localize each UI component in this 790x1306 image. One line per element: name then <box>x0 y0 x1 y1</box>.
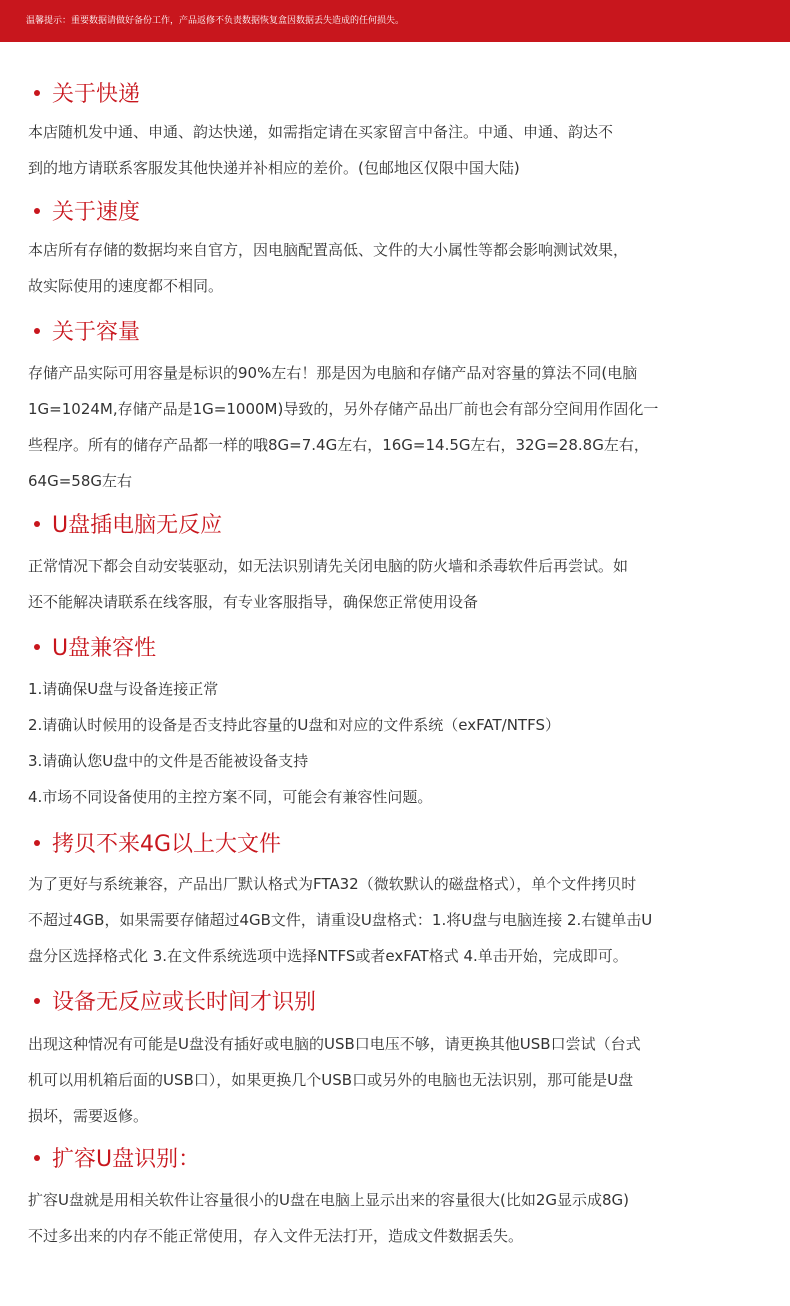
section-text-line: 正常情况下都会自动安装驱动，如无法识别请先关闭电脑的防火墙和杀毒软件后再尝试。如 <box>28 557 629 575</box>
section-heading <box>30 79 140 111</box>
section-text-line: 到的地方请联系客服发其他快递并补相应的差价。(包邮地区仅限中国大陆) <box>28 159 520 177</box>
section-text-line: 不过多出来的内存不能正常使用，存入文件无法打开，造成文件数据丢失。 <box>28 1227 524 1245</box>
bullet-icon <box>34 840 40 846</box>
section-text-line: 为了更好与系统兼容，产品出厂默认格式为FTA32（微软默认的磁盘格式），单个文件拷贝时 <box>28 875 637 893</box>
bullet-icon <box>34 1155 40 1161</box>
section-title: U盘插电脑无反应 <box>52 513 223 538</box>
section-heading <box>30 1144 200 1176</box>
section-text-line: 扩容U盘就是用相关软件让容量很小的U盘在电脑上显示出来的容量很大(比如2G显示成8G) <box>28 1191 629 1209</box>
bullet-icon <box>34 521 40 527</box>
section-text-line: 存储产品实际可用容量是标识的90%左右！那是因为电脑和存储产品对容量的算法不同(电脑 <box>28 364 638 382</box>
section-heading <box>30 197 140 229</box>
section-heading <box>30 829 281 861</box>
section-title: 关于速度 <box>52 200 141 225</box>
section-text-line: 1.请确保U盘与设备连接正常 <box>28 680 219 698</box>
section-text-line: 不超过4GB，如果需要存储超过4GB文件，请重设U盘格式：1.将U盘与电脑连接 2.右键单击U <box>28 911 653 929</box>
bullet-icon <box>34 208 40 214</box>
section-text-line: 1G=1024M,存储产品是1G=1000M)导致的，另外存储产品出厂前也会有部分空间用作固化一 <box>28 400 659 418</box>
section-text-line: 还不能解决请联系在线客服，有专业客服指导，确保您正常使用设备 <box>28 593 479 611</box>
bullet-icon <box>34 644 40 650</box>
section-text-line: 些程序。所有的储存产品都一样的哦8G=7.4G左右，16G=14.5G左右，32G=28.8G左右， <box>28 436 649 454</box>
section-title: 关于容量 <box>52 320 141 345</box>
section-text-line: 64G=58G左右 <box>28 472 132 490</box>
section-text-line: 故实际使用的速度都不相同。 <box>28 277 224 295</box>
section-title: 关于快递 <box>52 82 141 107</box>
section-title: 设备无反应或长时间才识别 <box>52 990 317 1015</box>
section-text-line: 出现这种情况有可能是U盘没有插好或电脑的USB口电压不够，请更换其他USB口尝试（台式 <box>28 1035 641 1053</box>
section-heading <box>30 510 222 542</box>
section-text-line: 3.请确认您U盘中的文件是否能被设备支持 <box>28 752 309 770</box>
bullet-icon <box>34 328 40 334</box>
section-title: U盘兼容性 <box>52 636 157 661</box>
section-heading <box>30 317 140 349</box>
section-heading <box>30 633 156 665</box>
section-text-line: 机可以用机箱后面的USB口），如果更换几个USB口或另外的电脑也无法识别，那可能是U盘 <box>28 1071 634 1089</box>
warning-banner: 温馨提示：重要数据请做好备份工作，产品返修不负责数据恢复盒因数据丢失造成的任何损失。 <box>0 0 790 42</box>
section-text-line: 本店所有存储的数据均来自官方，因电脑配置高低、文件的大小属性等都会影响测试效果， <box>28 241 629 259</box>
section-text-line: 盘分区选择格式化 3.在文件系统选项中选择NTFS或者exFAT格式 4.单击开始，完成即可。 <box>28 947 628 965</box>
section-text-line: 2.请确认时候用的设备是否支持此容量的U盘和对应的文件系统（exFAT/NTFS） <box>28 716 560 734</box>
section-title: 扩容U盘识别： <box>52 1147 201 1172</box>
section-text-line: 损坏，需要返修。 <box>28 1107 149 1125</box>
section-heading <box>30 987 316 1019</box>
section-title: 拷贝不来4G以上大文件 <box>52 832 282 857</box>
section-text-line: 4.市场不同设备使用的主控方案不同，可能会有兼容性问题。 <box>28 788 433 806</box>
bullet-icon <box>34 998 40 1004</box>
bullet-icon <box>34 90 40 96</box>
section-text-line: 本店随机发中通、申通、韵达快递，如需指定请在买家留言中备注。中通、申通、韵达不 <box>28 123 614 141</box>
